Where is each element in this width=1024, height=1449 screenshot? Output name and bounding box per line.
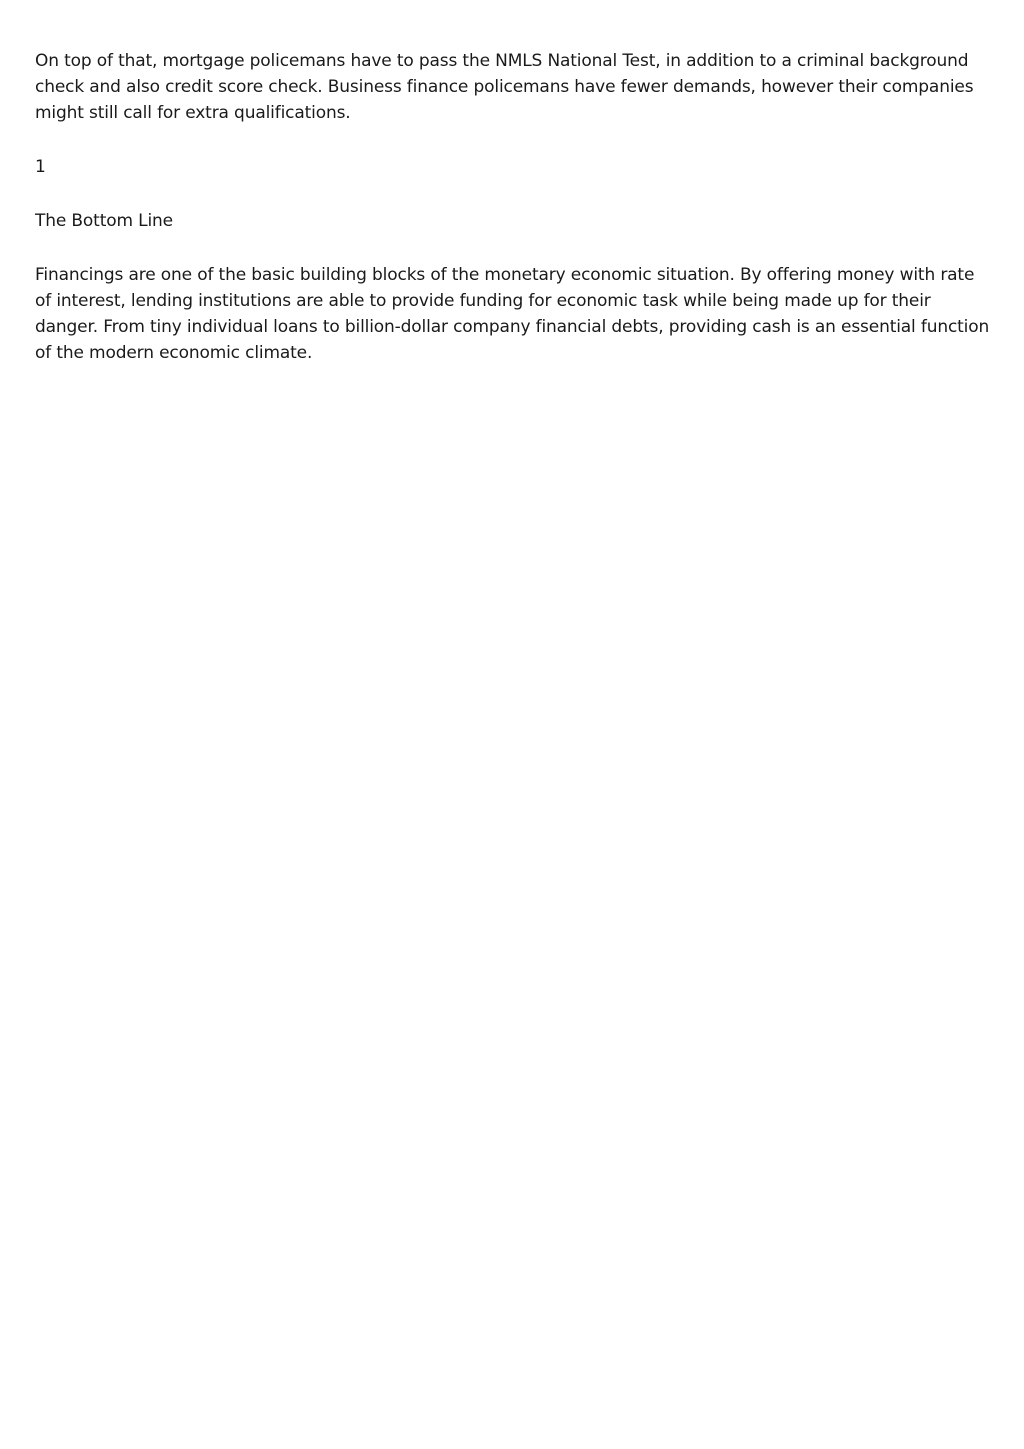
document-page: [35, 48, 995, 394]
paragraph-loan-officer-requirements: On top of that, mortgage policemans have to pass the NMLS National Test, in addition to a criminal background check and also credit score check. Business finance policemans have fewer demands, however their companies might still call for extra qualifications.: [35, 51, 974, 123]
paragraph-bottom-line-summary: Financings are one of the basic building blocks of the monetary economic situation. By offering money with rate of interest, lending institutions are able to provide funding for economic task while being made up for their danger. From tiny individual loans to billion-dollar company financial debts, providing cash is an essential function of the modern economic climate.: [35, 265, 990, 363]
section-heading-bottom-line: The Bottom Line: [35, 211, 173, 231]
paragraph-number: 1: [35, 157, 46, 177]
